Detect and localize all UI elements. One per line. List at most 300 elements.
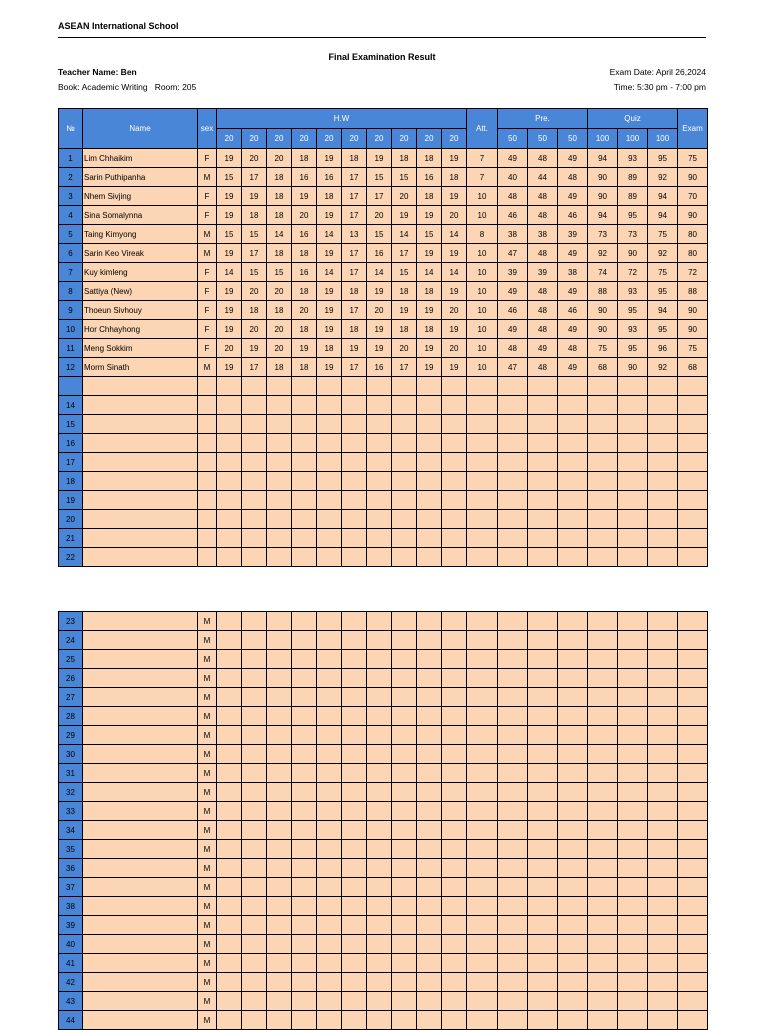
empty-cell (498, 612, 528, 631)
empty-cell (217, 783, 242, 802)
empty-cell (618, 954, 648, 973)
hw-score: 15 (242, 263, 267, 282)
hw-score: 17 (242, 244, 267, 263)
empty-cell (618, 935, 648, 954)
student-sex: M (198, 783, 217, 802)
hw-score: 18 (267, 206, 292, 225)
student-sex: F (198, 339, 217, 358)
student-sex: M (198, 840, 217, 859)
empty-cell (558, 821, 588, 840)
hw-score: 18 (417, 282, 442, 301)
empty-cell (392, 992, 417, 1011)
empty-cell (618, 669, 648, 688)
hw-score: 20 (242, 282, 267, 301)
hw-max-score: 20 (217, 129, 242, 149)
empty-cell (367, 453, 392, 472)
empty-cell (588, 821, 618, 840)
empty-cell (558, 472, 588, 491)
empty-cell (83, 510, 198, 529)
empty-cell (498, 783, 528, 802)
empty-cell (242, 783, 267, 802)
empty-cell (648, 510, 678, 529)
empty-cell (498, 669, 528, 688)
pre-score: 48 (498, 339, 528, 358)
hw-score: 18 (342, 320, 367, 339)
col-hw: H.W (217, 109, 467, 129)
empty-cell (292, 529, 317, 548)
empty-cell (588, 840, 618, 859)
empty-cell (498, 897, 528, 916)
empty-cell (367, 650, 392, 669)
attendance: 10 (467, 339, 498, 358)
empty-cell (392, 973, 417, 992)
empty-cell (417, 859, 442, 878)
empty-cell (417, 510, 442, 529)
empty-cell (417, 783, 442, 802)
empty-cell (588, 491, 618, 510)
empty-cell (442, 472, 467, 491)
hw-score: 16 (292, 225, 317, 244)
empty-cell (678, 878, 708, 897)
empty-cell (678, 472, 708, 491)
empty-cell (417, 726, 442, 745)
blank-row (59, 396, 708, 415)
empty-cell (648, 396, 678, 415)
empty-cell (292, 650, 317, 669)
hw-score: 19 (217, 149, 242, 168)
empty-cell (292, 897, 317, 916)
blank-row (59, 726, 708, 745)
empty-cell (528, 510, 558, 529)
pre-score: 48 (528, 149, 558, 168)
student-row (59, 282, 708, 301)
empty-cell (342, 954, 367, 973)
student-sex: F (198, 187, 217, 206)
empty-cell (342, 415, 367, 434)
hw-score: 19 (317, 282, 342, 301)
empty-cell (618, 726, 648, 745)
empty-cell (498, 935, 528, 954)
student-sex: M (198, 358, 217, 377)
row-number: 19 (59, 491, 83, 510)
empty-cell (588, 916, 618, 935)
empty-cell (528, 688, 558, 707)
header-row-1 (59, 109, 708, 129)
empty-cell (442, 612, 467, 631)
empty-cell (588, 548, 618, 567)
empty-cell (317, 916, 342, 935)
student-row (59, 187, 708, 206)
pre-score: 49 (498, 282, 528, 301)
empty-cell (467, 472, 498, 491)
results-table-continued (58, 611, 708, 1030)
col-att: Att. (467, 109, 498, 149)
empty-cell (528, 764, 558, 783)
empty-cell (242, 529, 267, 548)
empty-cell (217, 377, 242, 396)
blank-row (59, 802, 708, 821)
quiz-score: 93 (618, 282, 648, 301)
blank-row (59, 916, 708, 935)
student-sex: M (198, 669, 217, 688)
empty-cell (292, 745, 317, 764)
blank-row (59, 491, 708, 510)
hw-score: 14 (367, 263, 392, 282)
empty-cell (242, 707, 267, 726)
empty-cell (417, 878, 442, 897)
hw-score: 15 (417, 225, 442, 244)
empty-cell (292, 472, 317, 491)
row-number: 5 (59, 225, 83, 244)
empty-cell (498, 954, 528, 973)
empty-cell (528, 973, 558, 992)
empty-cell (242, 764, 267, 783)
empty-cell (392, 510, 417, 529)
empty-cell (648, 650, 678, 669)
empty-cell (217, 529, 242, 548)
empty-cell (392, 548, 417, 567)
empty-cell (342, 821, 367, 840)
row-number: 14 (59, 396, 83, 415)
empty-cell (317, 726, 342, 745)
empty-cell (367, 935, 392, 954)
empty-cell (417, 377, 442, 396)
student-row (59, 339, 708, 358)
empty-cell (588, 802, 618, 821)
hw-score: 18 (292, 320, 317, 339)
quiz-score: 95 (618, 206, 648, 225)
row-number: 30 (59, 745, 83, 764)
empty-cell (217, 859, 242, 878)
empty-cell (217, 935, 242, 954)
empty-cell (342, 783, 367, 802)
empty-cell (367, 707, 392, 726)
empty-cell (242, 548, 267, 567)
empty-cell (342, 377, 367, 396)
empty-cell (392, 859, 417, 878)
hw-score: 19 (417, 206, 442, 225)
empty-cell (498, 631, 528, 650)
empty-cell (83, 377, 198, 396)
student-sex: M (198, 764, 217, 783)
empty-cell (558, 840, 588, 859)
empty-cell (242, 745, 267, 764)
empty-cell (528, 916, 558, 935)
empty-cell (618, 472, 648, 491)
hw-score: 20 (292, 206, 317, 225)
row-number: 31 (59, 764, 83, 783)
empty-cell (242, 650, 267, 669)
empty-cell (467, 935, 498, 954)
empty-cell (292, 992, 317, 1011)
empty-cell (292, 396, 317, 415)
empty-cell (292, 453, 317, 472)
blank-row (59, 764, 708, 783)
blank-row (59, 992, 708, 1011)
attendance: 10 (467, 320, 498, 339)
hw-max-score: 20 (267, 129, 292, 149)
empty-cell (342, 878, 367, 897)
empty-cell (83, 1011, 198, 1030)
attendance: 10 (467, 206, 498, 225)
empty-cell (392, 434, 417, 453)
hw-score: 18 (317, 339, 342, 358)
empty-cell (528, 453, 558, 472)
empty-cell (217, 415, 242, 434)
empty-cell (498, 859, 528, 878)
empty-cell (467, 491, 498, 510)
hw-score: 19 (217, 282, 242, 301)
empty-cell (648, 669, 678, 688)
empty-cell (317, 897, 342, 916)
pre-score: 48 (528, 187, 558, 206)
empty-cell (242, 688, 267, 707)
pre-max-score: 50 (558, 129, 588, 149)
pre-score: 48 (528, 358, 558, 377)
col-exam: Exam (678, 109, 708, 149)
empty-cell (558, 935, 588, 954)
empty-cell (467, 764, 498, 783)
hw-score: 19 (217, 244, 242, 263)
quiz-score: 88 (588, 282, 618, 301)
row-number: 26 (59, 669, 83, 688)
student-name: Meng Sokkim (83, 339, 198, 358)
empty-cell (417, 973, 442, 992)
empty-cell (392, 472, 417, 491)
empty-cell (528, 954, 558, 973)
empty-cell (528, 415, 558, 434)
empty-cell (267, 840, 292, 859)
empty-cell (618, 415, 648, 434)
empty-cell (217, 878, 242, 897)
empty-cell (83, 726, 198, 745)
quiz-score: 92 (648, 244, 678, 263)
pre-score: 46 (558, 301, 588, 320)
empty-cell (618, 529, 648, 548)
empty-cell (442, 396, 467, 415)
empty-cell (467, 612, 498, 631)
hw-score: 15 (367, 225, 392, 244)
empty-cell (242, 954, 267, 973)
row-number: 1 (59, 149, 83, 168)
empty-cell (83, 840, 198, 859)
blank-row (59, 973, 708, 992)
empty-cell (498, 491, 528, 510)
student-sex: M (198, 878, 217, 897)
hw-score: 20 (442, 339, 467, 358)
empty-cell (242, 377, 267, 396)
empty-cell (217, 745, 242, 764)
exam-date: Exam Date: April 26,2024 (609, 67, 706, 77)
student-sex: M (198, 802, 217, 821)
col-no: № (59, 109, 83, 149)
quiz-score: 90 (588, 168, 618, 187)
student-sex: M (198, 650, 217, 669)
empty-cell (498, 472, 528, 491)
pre-score: 49 (558, 282, 588, 301)
student-name: Thoeun Sivhouy (83, 301, 198, 320)
empty-cell (618, 916, 648, 935)
hw-score: 18 (342, 149, 367, 168)
empty-cell (217, 840, 242, 859)
empty-cell (498, 802, 528, 821)
student-name: Kuy kimleng (83, 263, 198, 282)
empty-cell (267, 745, 292, 764)
empty-cell (498, 878, 528, 897)
empty-cell (678, 745, 708, 764)
empty-cell (267, 878, 292, 897)
empty-cell (442, 529, 467, 548)
empty-cell (198, 434, 217, 453)
empty-cell (317, 453, 342, 472)
empty-cell (618, 840, 648, 859)
pre-max-score: 50 (498, 129, 528, 149)
hw-score: 20 (242, 320, 267, 339)
student-sex: F (198, 263, 217, 282)
empty-cell (648, 688, 678, 707)
blank-row (59, 612, 708, 631)
pre-score: 49 (558, 149, 588, 168)
empty-cell (618, 745, 648, 764)
pre-score: 49 (498, 320, 528, 339)
empty-cell (498, 764, 528, 783)
empty-cell (467, 878, 498, 897)
empty-cell (528, 878, 558, 897)
col-quiz: Quiz (588, 109, 678, 129)
empty-cell (498, 650, 528, 669)
empty-cell (392, 688, 417, 707)
empty-cell (528, 745, 558, 764)
hw-score: 18 (242, 206, 267, 225)
empty-cell (267, 472, 292, 491)
hw-score: 14 (317, 225, 342, 244)
empty-cell (498, 707, 528, 726)
empty-cell (83, 650, 198, 669)
empty-cell (467, 859, 498, 878)
quiz-score: 94 (588, 206, 618, 225)
empty-cell (317, 935, 342, 954)
pre-score: 49 (558, 358, 588, 377)
empty-cell (558, 688, 588, 707)
empty-cell (292, 1011, 317, 1030)
empty-cell (467, 529, 498, 548)
empty-cell (678, 631, 708, 650)
empty-cell (467, 396, 498, 415)
student-name: Hor Chhayhong (83, 320, 198, 339)
hw-score: 18 (267, 168, 292, 187)
student-sex: M (198, 954, 217, 973)
empty-cell (217, 396, 242, 415)
empty-cell (678, 453, 708, 472)
empty-cell (442, 897, 467, 916)
empty-cell (217, 631, 242, 650)
empty-cell (558, 1011, 588, 1030)
empty-cell (442, 688, 467, 707)
empty-cell (618, 491, 648, 510)
blank-row (59, 878, 708, 897)
empty-cell (83, 707, 198, 726)
empty-cell (678, 396, 708, 415)
empty-cell (442, 935, 467, 954)
row-number (59, 377, 83, 396)
hw-score: 18 (292, 358, 317, 377)
empty-cell (618, 548, 648, 567)
empty-cell (342, 472, 367, 491)
empty-cell (467, 954, 498, 973)
empty-cell (367, 377, 392, 396)
exam-score: 70 (678, 187, 708, 206)
hw-score: 19 (217, 358, 242, 377)
hw-score: 19 (417, 244, 442, 263)
empty-cell (392, 669, 417, 688)
empty-cell (367, 1011, 392, 1030)
empty-cell (342, 491, 367, 510)
book-room: Book: Academic Writing Room: 205 (58, 82, 197, 92)
student-name: Sarin Keo Vireak (83, 244, 198, 263)
empty-cell (558, 396, 588, 415)
empty-cell (618, 973, 648, 992)
empty-cell (292, 973, 317, 992)
empty-cell (267, 916, 292, 935)
empty-cell (618, 1011, 648, 1030)
empty-cell (317, 954, 342, 973)
hw-max-score: 20 (242, 129, 267, 149)
empty-cell (618, 821, 648, 840)
quiz-score: 95 (618, 301, 648, 320)
empty-cell (417, 415, 442, 434)
hw-score: 18 (267, 358, 292, 377)
empty-cell (367, 491, 392, 510)
empty-cell (367, 916, 392, 935)
empty-cell (467, 510, 498, 529)
empty-cell (242, 472, 267, 491)
hw-score: 19 (442, 282, 467, 301)
empty-cell (588, 726, 618, 745)
empty-cell (678, 688, 708, 707)
empty-cell (648, 859, 678, 878)
quiz-score: 95 (618, 339, 648, 358)
hw-score: 15 (267, 263, 292, 282)
empty-cell (83, 491, 198, 510)
empty-cell (648, 973, 678, 992)
empty-cell (217, 973, 242, 992)
empty-cell (292, 415, 317, 434)
empty-cell (342, 916, 367, 935)
empty-cell (498, 840, 528, 859)
quiz-score: 90 (588, 320, 618, 339)
empty-cell (442, 821, 467, 840)
empty-cell (678, 840, 708, 859)
empty-cell (498, 510, 528, 529)
empty-cell (242, 453, 267, 472)
student-row (59, 225, 708, 244)
empty-cell (392, 529, 417, 548)
empty-cell (618, 897, 648, 916)
empty-cell (292, 707, 317, 726)
empty-cell (317, 783, 342, 802)
hw-score: 14 (417, 263, 442, 282)
hw-max-score: 20 (317, 129, 342, 149)
hw-score: 19 (292, 339, 317, 358)
empty-cell (648, 612, 678, 631)
empty-cell (342, 434, 367, 453)
empty-cell (392, 783, 417, 802)
empty-cell (83, 529, 198, 548)
hw-score: 18 (392, 320, 417, 339)
empty-cell (83, 954, 198, 973)
empty-cell (342, 745, 367, 764)
empty-cell (242, 802, 267, 821)
